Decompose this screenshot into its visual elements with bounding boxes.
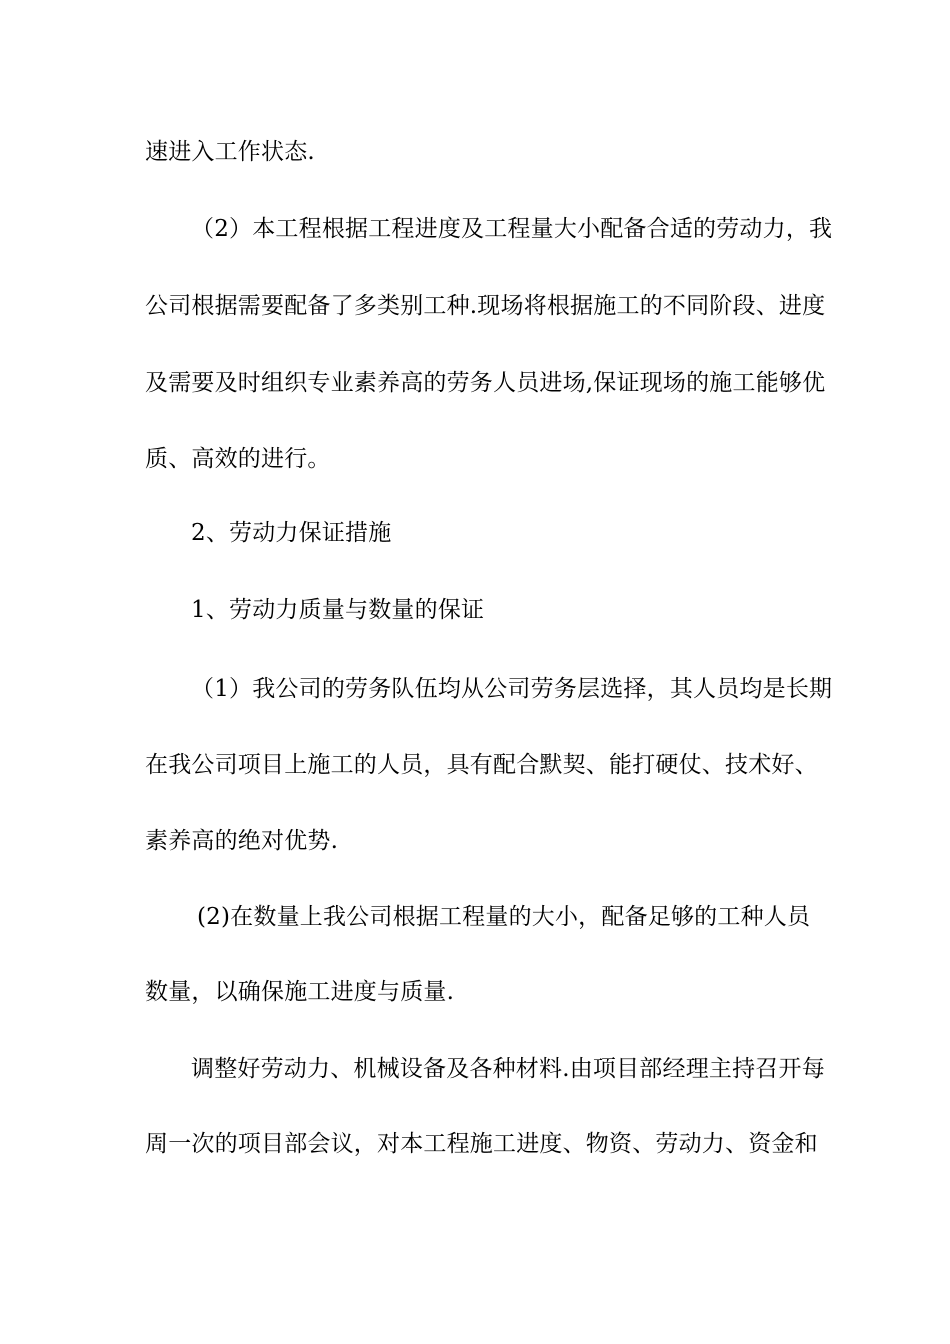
text-line: 在我公司项目上施工的人员，具有配合默契、能打硬仗、技术好、 xyxy=(145,752,818,778)
text-line: 数量，以确保施工进度与质量. xyxy=(145,979,455,1005)
text-line: 速进入工作状态. xyxy=(145,139,315,165)
section-heading: 2、劳动力保证措施 xyxy=(191,520,392,546)
text-line: 公司根据需要配备了多类别工种.现场将根据施工的不同阶段、进度 xyxy=(145,293,826,319)
text-line: （1）我公司的劳务队伍均从公司劳务层选择，其人员均是长期 xyxy=(191,676,833,702)
subsection-heading: 1、劳动力质量与数量的保证 xyxy=(191,597,485,623)
text-line: 素养高的绝对优势. xyxy=(145,828,339,854)
text-line: (2)在数量上我公司根据工程量的大小，配备足够的工种人员 xyxy=(197,904,811,930)
text-line: 质、高效的进行。 xyxy=(145,446,331,472)
text-line: （2）本工程根据工程进度及工程量大小配备合适的劳动力，我 xyxy=(191,216,833,242)
text-line: 调整好劳动力、机械设备及各种材料.由项目部经理主持召开每 xyxy=(191,1056,825,1082)
text-line: 及需要及时组织专业素养高的劳务人员进场,保证现场的施工能够优 xyxy=(145,370,826,396)
text-line: 周一次的项目部会议，对本工程施工进度、物资、劳动力、资金和 xyxy=(145,1131,818,1157)
